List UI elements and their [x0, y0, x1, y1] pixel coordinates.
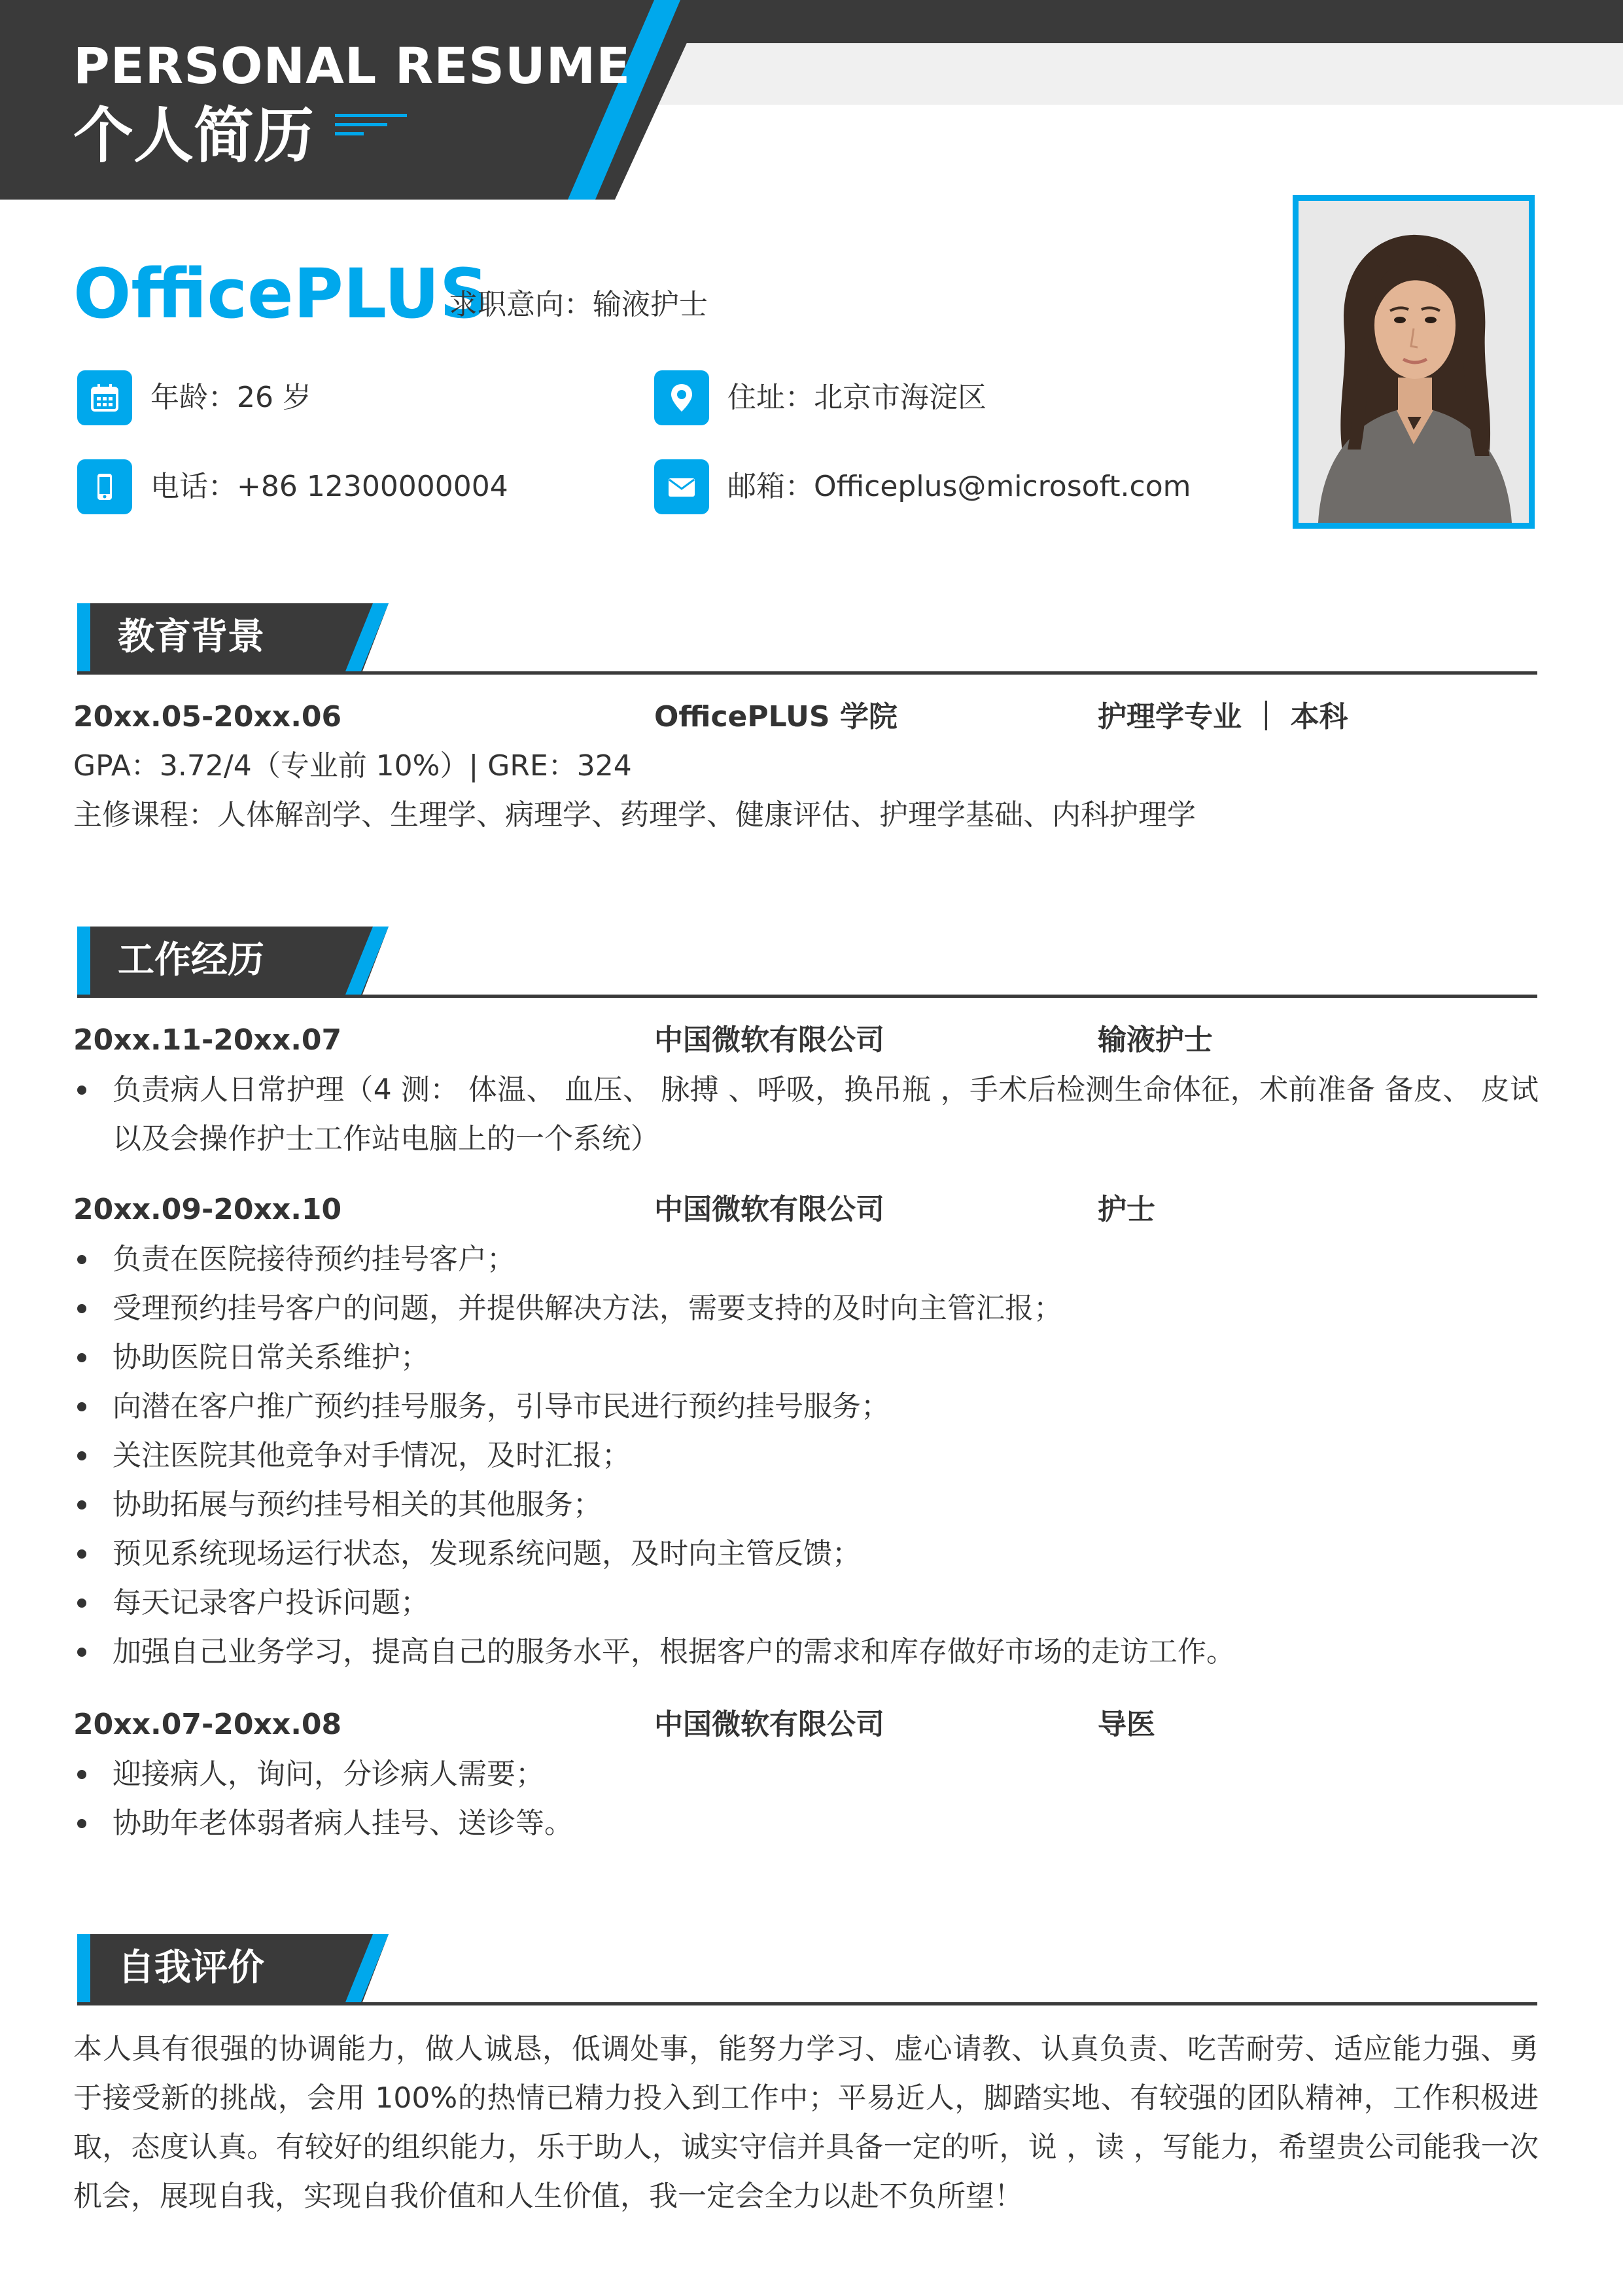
job-duties-list: [73, 1235, 1539, 1676]
address-field: 住址：北京市海淀区: [727, 381, 986, 414]
section-title: 教育背景: [118, 616, 264, 658]
header-title-en: PERSONAL RESUME: [73, 37, 631, 95]
list-item: 负责病人日常护理（4 测： 体温、 血压、 脉搏 、呼吸，换吊瓶 ，手术后检测生命体征，术前准备 备皮、 皮试以及会操作护士工作站电脑上的一个系统）: [73, 1065, 1539, 1163]
job-duties-list: [73, 1065, 1539, 1163]
list-item: 预见系统现场运行状态，发现系统问题，及时向主管反馈；: [73, 1529, 1539, 1578]
job-date: 20xx.07-20xx.08: [73, 1708, 342, 1741]
location-pin-icon: [654, 370, 709, 425]
education-date: 20xx.05-20xx.06: [73, 700, 342, 733]
section-header-work: [77, 927, 1537, 998]
section-title: 工作经历: [118, 939, 264, 981]
list-item: 负责在医院接待预约挂号客户；: [73, 1235, 1539, 1284]
age-field: 年龄：26 岁: [150, 381, 311, 414]
job-duties-list: [73, 1750, 1539, 1848]
header-title-cn: 个人简历: [73, 101, 315, 171]
list-item: 迎接病人，询问，分诊病人需要；: [73, 1750, 1539, 1799]
job-date: 20xx.11-20xx.07: [73, 1023, 342, 1057]
education-courses: 主修课程：人体解剖学、生理学、病理学、药理学、健康评估、护理学基础、内科护理学: [73, 798, 1196, 832]
section-title: 自我评价: [118, 1947, 264, 1989]
candidate-name: OfficePLUS: [73, 254, 489, 334]
education-gpa: GPA：3.72/4（专业前 10%）| GRE：324: [73, 749, 632, 783]
job-company: 中国微软有限公司: [654, 1023, 884, 1057]
job-date: 20xx.09-20xx.10: [73, 1193, 342, 1226]
profile-photo: [1293, 195, 1535, 529]
phone-field: 电话：+86 12300000004: [150, 470, 508, 503]
list-item: 受理预约挂号客户的问题，并提供解决方法，需要支持的及时向主管汇报；: [73, 1284, 1539, 1333]
job-intent: 求职意向：输液护士: [449, 288, 708, 321]
self-eval-text: 本人具有很强的协调能力，做人诚恳，低调处事，能努力学习、虚心请教、认真负责、吃苦耐劳、适应能力强、勇于接受新的挑战，会用 100%的热情已精力投入到工作中；平易近人，脚踏实地、有较强的团队精神，工作积极进取，态度认真。有较好的组织能力，乐于助人，诚实守信并具备一定的听，说 ，读 ，写能力，希望贵公司能我一次机会，展现自我，实现自我价值和人生价值，我一定会全力以赴不负所望！: [73, 2032, 1539, 2213]
job-company: 中国微软有限公司: [654, 1193, 884, 1226]
header-decor-lines: [335, 114, 407, 140]
section-header-self-eval: [77, 1934, 1537, 2006]
job-role: 导医: [1098, 1708, 1155, 1741]
list-item: 向潜在客户推广预约挂号服务，引导市民进行预约挂号服务；: [73, 1382, 1539, 1431]
list-item: 协助医院日常关系维护；: [73, 1333, 1539, 1382]
job-role: 输液护士: [1098, 1023, 1213, 1057]
mail-icon: [654, 459, 709, 514]
list-item: 协助拓展与预约挂号相关的其他服务；: [73, 1480, 1539, 1529]
job-company: 中国微软有限公司: [654, 1708, 884, 1741]
education-school: OfficePLUS 学院: [654, 700, 898, 733]
list-item: 协助年老体弱者病人挂号、送诊等。: [73, 1799, 1539, 1848]
list-item: 关注医院其他竞争对手情况，及时汇报；: [73, 1431, 1539, 1480]
email-field: 邮箱：Officeplus@microsoft.com: [727, 470, 1191, 503]
education-major: 护理学专业 ｜ 本科: [1098, 700, 1348, 733]
section-header-education: [77, 603, 1537, 675]
list-item: 加强自己业务学习，提高自己的服务水平，根据客户的需求和库存做好市场的走访工作。: [73, 1627, 1539, 1676]
list-item: 每天记录客户投诉问题；: [73, 1578, 1539, 1627]
phone-icon: [77, 459, 132, 514]
calendar-icon: [77, 370, 132, 425]
job-role: 护士: [1098, 1193, 1155, 1226]
